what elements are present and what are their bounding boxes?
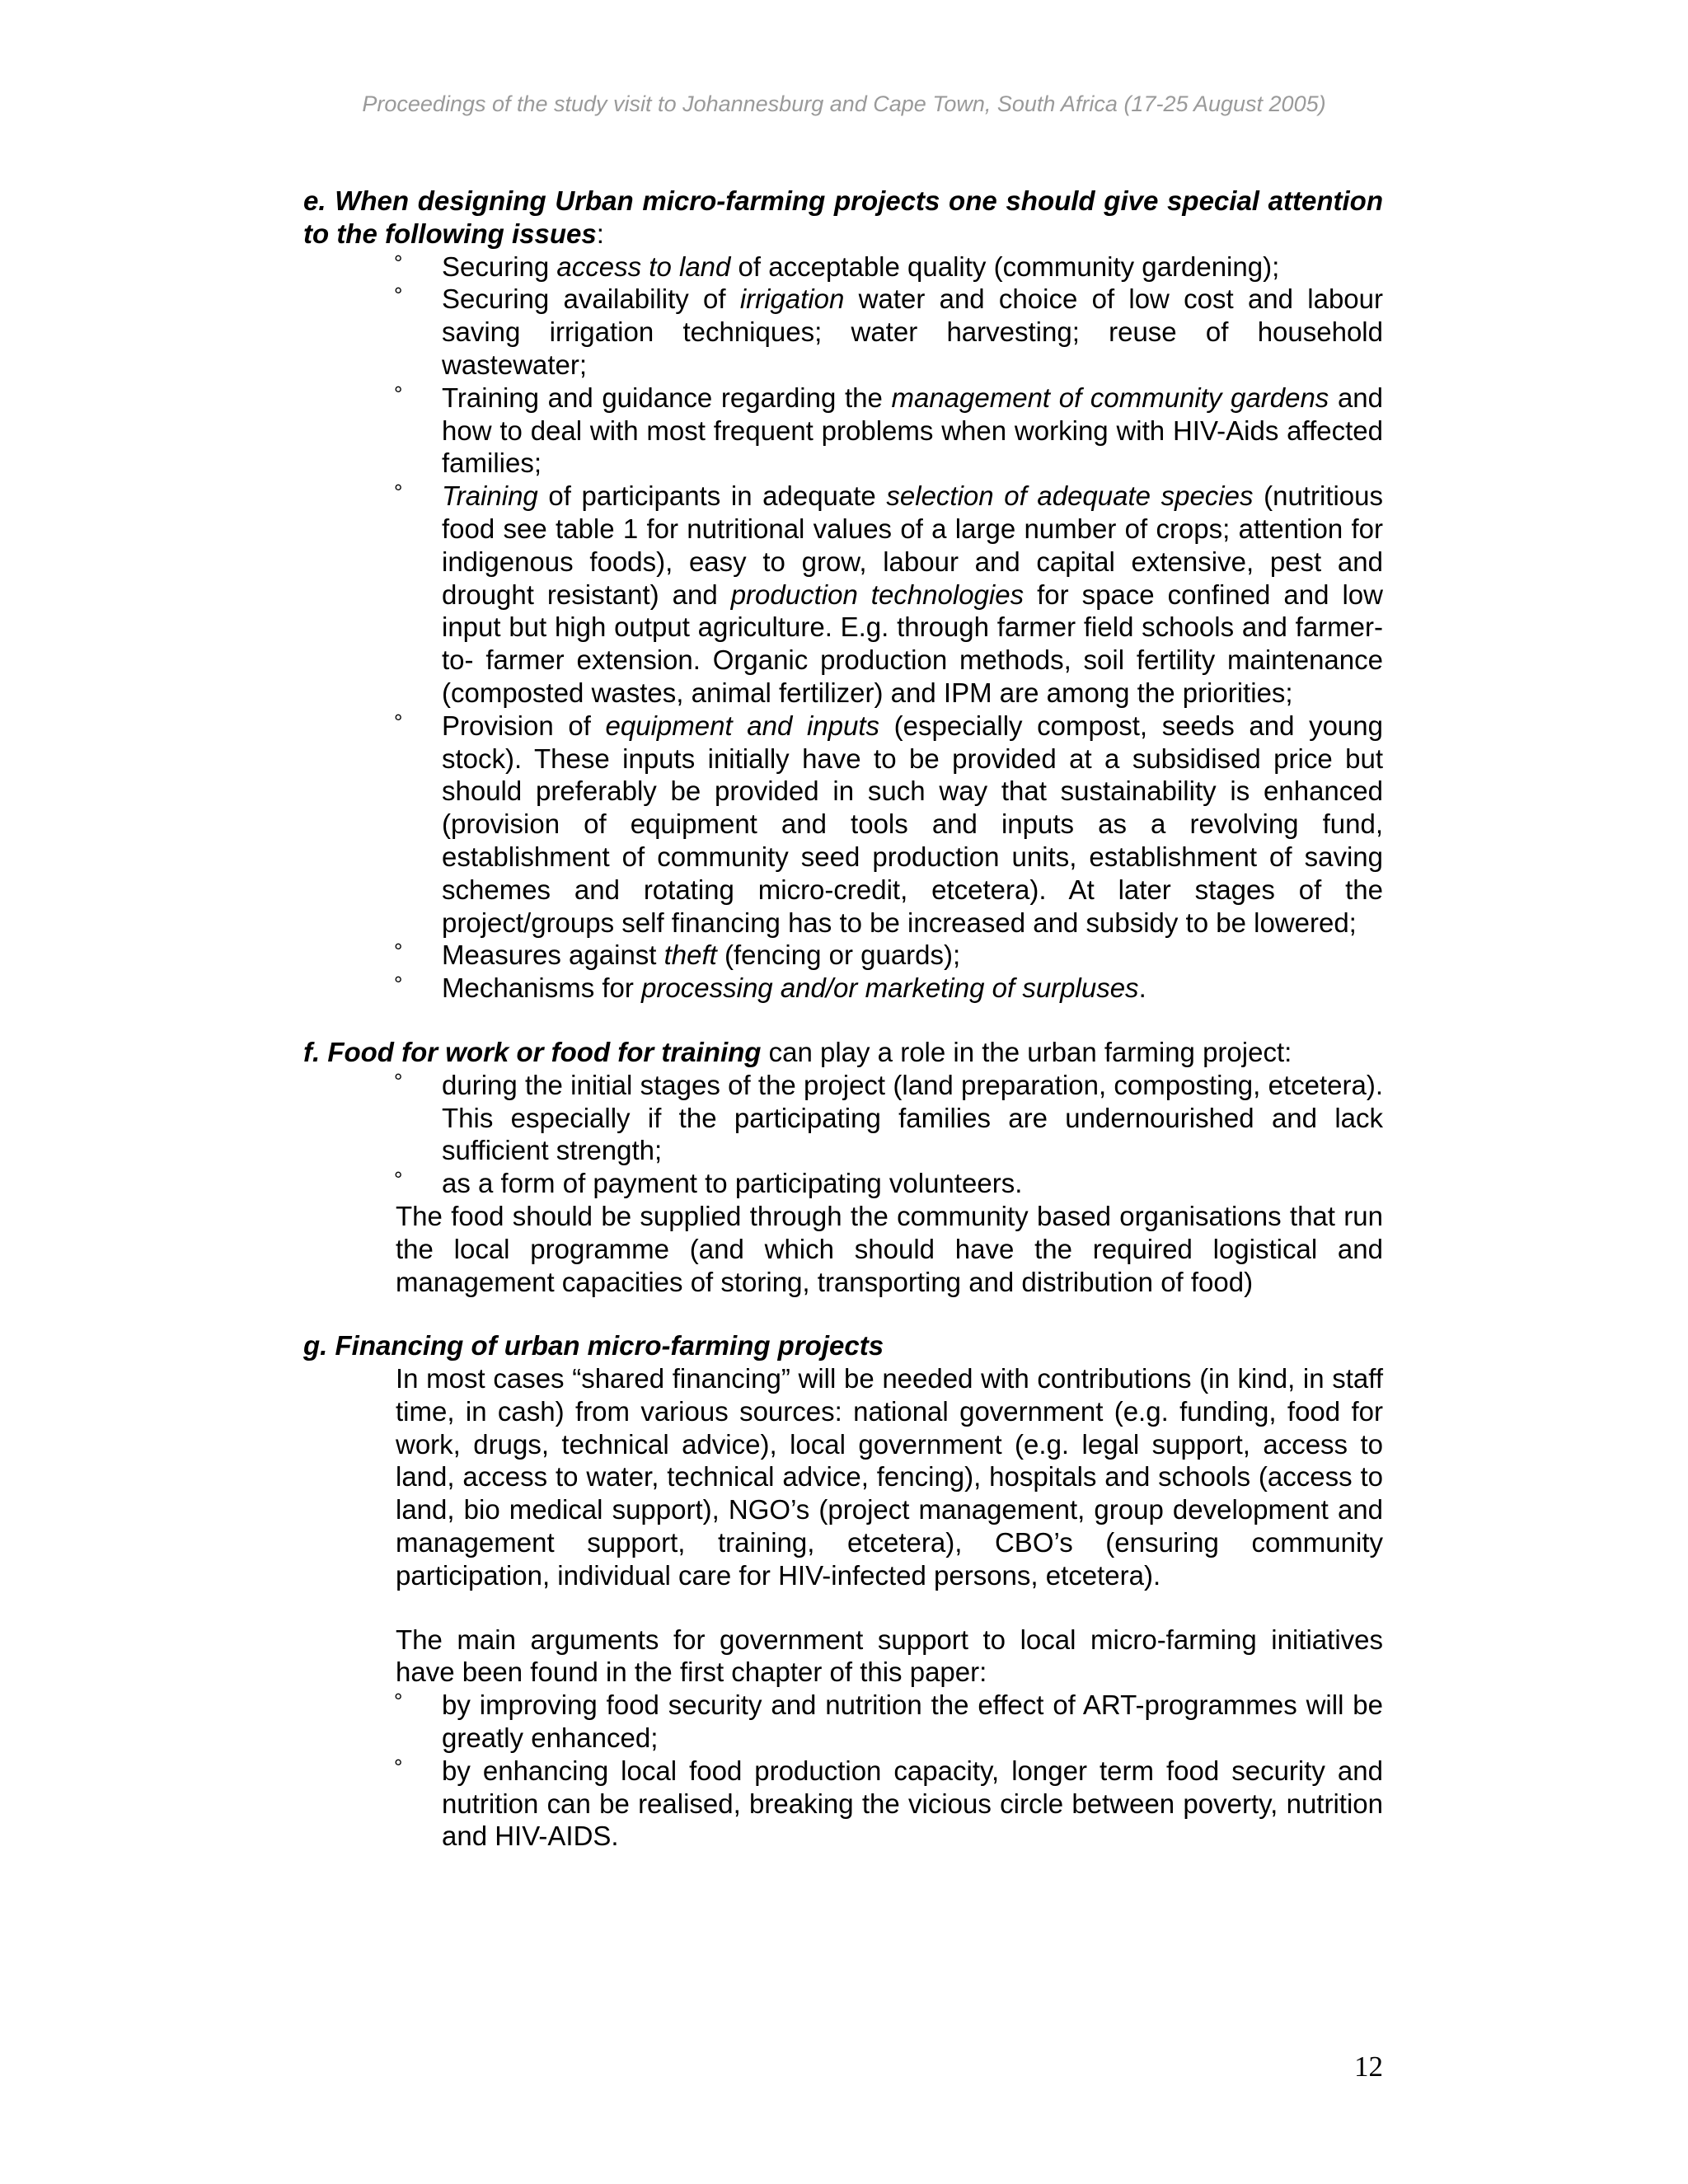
- list-item: [394, 1167, 1383, 1200]
- body-text: during the initial stages of the project (land preparation, composting, etcetera). This especially if the participating families are undernourished and lack sufficient strength;: [442, 1069, 1383, 1166]
- bullet-circle-icon: °: [394, 480, 403, 505]
- emphasis-text: access to land: [556, 251, 731, 282]
- body-text: water and choice of low cost and labour saving irrigation techniques; water harvesting; reuse of household wastewater;: [442, 284, 1384, 380]
- spacer: [303, 1592, 1383, 1624]
- section-e-heading-text: e. When designing Urban micro-farming projects one should give special attention to the following issues: [303, 185, 1383, 249]
- list-item: [394, 972, 1383, 1005]
- body-text: (especially compost, seeds and young stock). These inputs initially have to be provided at a subsidised price but should preferably be provided in such way that sustainability is enhanced (provision of equipment and tools and inputs as a revolving fund, establishment of community seed production units, establishment of saving schemes and rotating micro-credit, etcetera). At later stages of the project/groups self financing has to be increased and subsidy to be lowered;: [442, 710, 1383, 938]
- body-text: .: [1138, 972, 1146, 1004]
- bullet-circle-icon: °: [394, 1167, 403, 1193]
- bullet-circle-icon: °: [394, 939, 403, 964]
- page-number: 12: [1354, 2050, 1383, 2083]
- bullet-circle-icon: °: [394, 709, 403, 734]
- bullet-circle-icon: °: [394, 250, 403, 275]
- emphasis-text: production technologies: [730, 579, 1025, 610]
- body-text: Provision of: [442, 710, 606, 741]
- section-g-heading: [303, 1329, 1383, 1362]
- emphasis-text: management of community gardens: [891, 382, 1329, 413]
- running-header: Proceedings of the study visit to Johannesburg and Cape Town, South Africa (17-25 August 2005): [362, 91, 1326, 116]
- section-f-heading-text: f. Food for work or food for training: [303, 1036, 762, 1067]
- body-text: Securing: [442, 251, 557, 282]
- bullet-circle-icon: °: [394, 1068, 403, 1094]
- section-e-list: [303, 251, 1383, 1005]
- section-f-heading: [303, 1036, 1383, 1069]
- section-f-closing-paragraph: The food should be supplied through the community based organisations that run the local programme (and which should have the required logistical and management capacities of storing, transporting and distribution of food): [396, 1200, 1383, 1297]
- page-body: [303, 185, 1383, 1853]
- list-item: [394, 1754, 1383, 1853]
- spacer: [303, 1298, 1383, 1329]
- emphasis-text: equipment and inputs: [605, 710, 880, 741]
- emphasis-text: selection of adequate species: [886, 480, 1254, 512]
- list-item: [394, 381, 1384, 480]
- list-item: [394, 1689, 1383, 1755]
- emphasis-text: theft: [663, 940, 717, 971]
- body-text: by improving food security and nutrition the effect of ART-programmes will be greatly enhanced;: [442, 1690, 1383, 1754]
- body-text: Measures against: [442, 940, 664, 971]
- body-text: of participants in adequate: [537, 480, 887, 512]
- list-item: [394, 1068, 1383, 1167]
- bullet-circle-icon: °: [394, 381, 403, 406]
- bullet-circle-icon: °: [394, 283, 403, 308]
- section-e-heading: [303, 185, 1383, 251]
- emphasis-text: Training: [442, 480, 538, 512]
- section-g-list: [303, 1689, 1383, 1853]
- list-item: [394, 480, 1383, 710]
- bullet-circle-icon: °: [394, 1689, 403, 1714]
- section-e-heading-suffix: :: [596, 218, 604, 249]
- body-text: and how to deal with most frequent problems when working with HIV-Aids affected families;: [442, 382, 1384, 479]
- section-f-heading-suffix: can play a role in the urban farming project:: [761, 1036, 1292, 1067]
- bullet-circle-icon: °: [394, 972, 403, 997]
- body-text: Securing availability of: [442, 284, 740, 315]
- body-text: Training and guidance regarding the: [442, 382, 892, 413]
- body-text: by enhancing local food production capacity, longer term food security and nutrition can be realised, breaking the vicious circle between poverty, nutrition and HIV-AIDS.: [442, 1755, 1383, 1852]
- section-f-list: [303, 1069, 1383, 1200]
- list-item: [394, 283, 1384, 381]
- emphasis-text: irrigation: [739, 284, 845, 315]
- emphasis-text: processing and/or marketing of surpluses: [641, 972, 1139, 1004]
- section-g-paragraph-1: In most cases “shared financing” will be needed with contributions (in kind, in staff time, in cash) from various sources: national government (e.g. funding, food for work, drugs, technical advice), local government (e.g. legal support, access to land, access to water, technical advice, fencing), hospitals and schools (access to land, bio medical support), NGO’s (project management, group development and management support, training, etcetera), CBO’s (ensuring community participation, individual care for HIV-infected persons, etcetera).: [396, 1363, 1383, 1591]
- spacer: [303, 1005, 1383, 1036]
- list-item: [394, 939, 1383, 972]
- body-text: for space confined and low input but high output agriculture. E.g. through farmer field schools and farmer- to- farmer extension. Organic production methods, soil fertility maintenance (composted wastes, animal fertilizer) and IPM are among the priorities;: [442, 579, 1383, 708]
- body-text: Mechanisms for: [442, 972, 642, 1004]
- body-text: (fencing or guards);: [716, 940, 961, 971]
- body-text: (nutritious food see table 1 for nutritional values of a large number of crops; attention for indigenous foods), easy to grow, labour and capital extensive, pest and drought resistant) and: [442, 480, 1383, 610]
- body-text: of acceptable quality (community gardening);: [730, 251, 1280, 282]
- list-item: [394, 709, 1383, 940]
- body-text: as a form of payment to participating volunteers.: [442, 1168, 1023, 1199]
- section-g-paragraph-2: The main arguments for government support to local micro-farming initiatives have been found in the first chapter of this paper:: [396, 1624, 1383, 1688]
- list-item: [394, 250, 1383, 284]
- bullet-circle-icon: °: [394, 1754, 403, 1779]
- section-g-heading-text: g. Financing of urban micro-farming projects: [303, 1330, 884, 1361]
